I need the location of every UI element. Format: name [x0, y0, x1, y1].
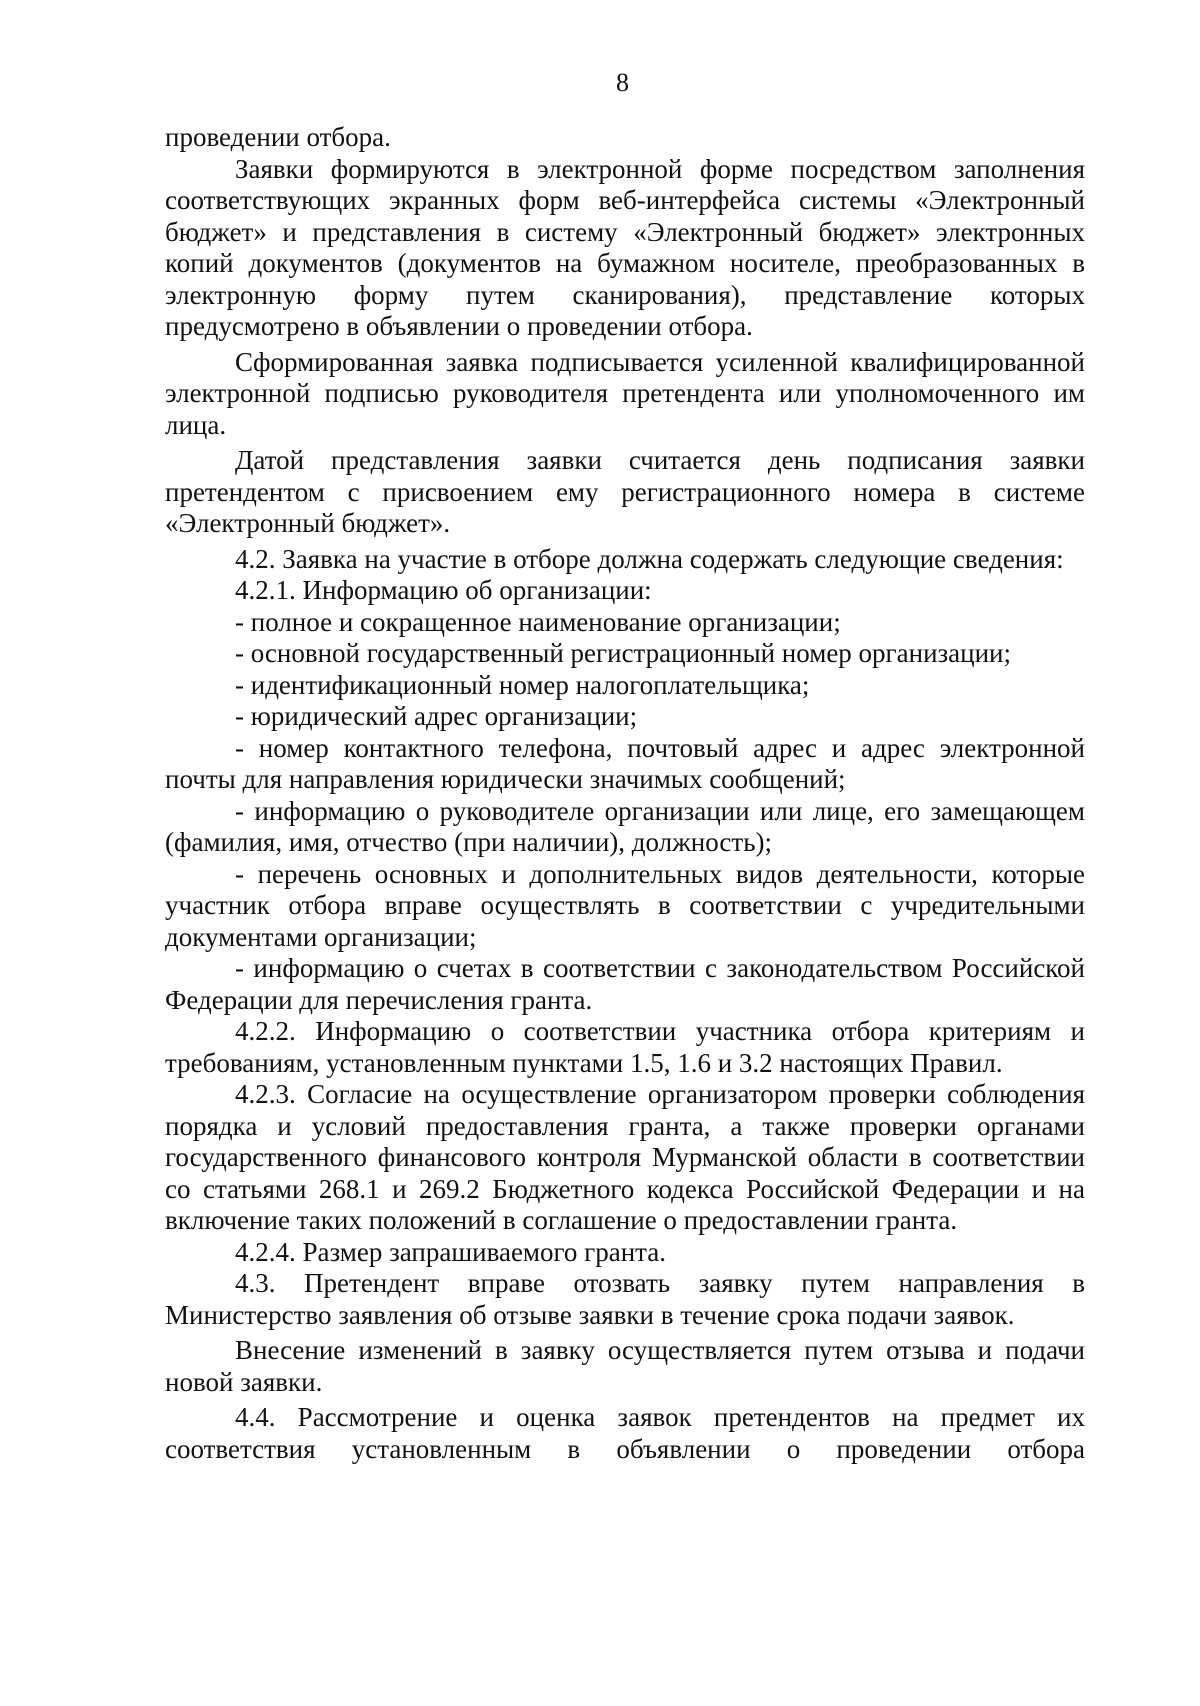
paragraph-changes: Внесение изменений в заявку осуществляется путем отзыва и подачи новой заявки. — [165, 1335, 1085, 1397]
list-item-activities: - перечень основных и дополнительных видов деятельности, которые участник отбора вправе осуществлять в соответствии с учредительными документами организации; — [165, 858, 1085, 952]
paragraph-application-signing: Сформированная заявка подписывается усиленной квалифицированной электронной подписью руководителя претендента или уполномоченного им лица. — [165, 346, 1085, 440]
list-item-ogrn: - основной государственный регистрационный номер организации; — [235, 638, 1012, 668]
paragraph-4-2: 4.2. Заявка на участие в отборе должна содержать следующие сведения: — [235, 543, 1064, 574]
list-item-accounts: - информацию о счетах в соответствии с законодательством Российской Федерации для перечисления гранта. — [165, 953, 1085, 1015]
paragraph-4-2-1: 4.2.1. Информацию об организации: — [235, 575, 652, 605]
list-item-inn: - идентификационный номер налогоплательщика; — [235, 669, 810, 700]
paragraph-4-4: 4.4. Рассмотрение и оценка заявок претендентов на предмет их соответствия установленным в объявлении о проведении отбора — [165, 1402, 1085, 1464]
paragraph-4-3: 4.3. Претендент вправе отозвать заявку путем направления в Министерство заявления об отзыве заявки в течение срока подачи заявок. — [165, 1268, 1085, 1330]
paragraph-4-2-3: 4.2.3. Согласие на осуществление организатором проверки соблюдения порядка и условий предоставления гранта, а также проверки органами государственного финансового контроля Мурманской области в соответствии со статьями 268.1 и 269.2 Бюджетного кодекса Российской Федерации и на включение таких положений в соглашение о предоставлении гранта. — [165, 1079, 1085, 1235]
list-item-head-info: - информацию о руководителе организации или лице, его замещающем (фамилия, имя, отчество (при наличии), должность); — [165, 795, 1085, 857]
paragraph-continuation: проведении отбора. — [165, 122, 391, 152]
paragraph-application-forming: Заявки формируются в электронной форме посредством заполнения соответствующих экранных форм веб-интерфейса системы «Электронный бюджет» и представления в систему «Электронный бюджет» электронных копий документов (документов на бумажном носителе, преобразованных в электронную форму путем сканирования), представление которых предусмотрено в объявлении о проведении отбора. — [165, 153, 1085, 341]
document-body — [165, 122, 1085, 1465]
page-number: 8 — [616, 68, 629, 97]
paragraph-submission-date: Датой представления заявки считается день подписания заявки претендентом с присвоением ему регистрационного номера в системе «Электронный бюджет». — [165, 445, 1085, 538]
list-item-contacts: - номер контактного телефона, почтовый адрес и адрес электронной почты для направления юридически значимых сообщений; — [165, 732, 1085, 794]
paragraph-4-2-4: 4.2.4. Размер запрашиваемого гранта. — [235, 1236, 667, 1267]
list-item-legal-address: - юридический адрес организации; — [235, 701, 638, 731]
list-item-name: - полное и сокращенное наименование организации; — [235, 606, 841, 637]
paragraph-4-2-2: 4.2.2. Информацию о соответствии участника отбора критериям и требованиям, установленным пунктами 1.5, 1.6 и 3.2 настоящих Правил. — [165, 1016, 1085, 1078]
